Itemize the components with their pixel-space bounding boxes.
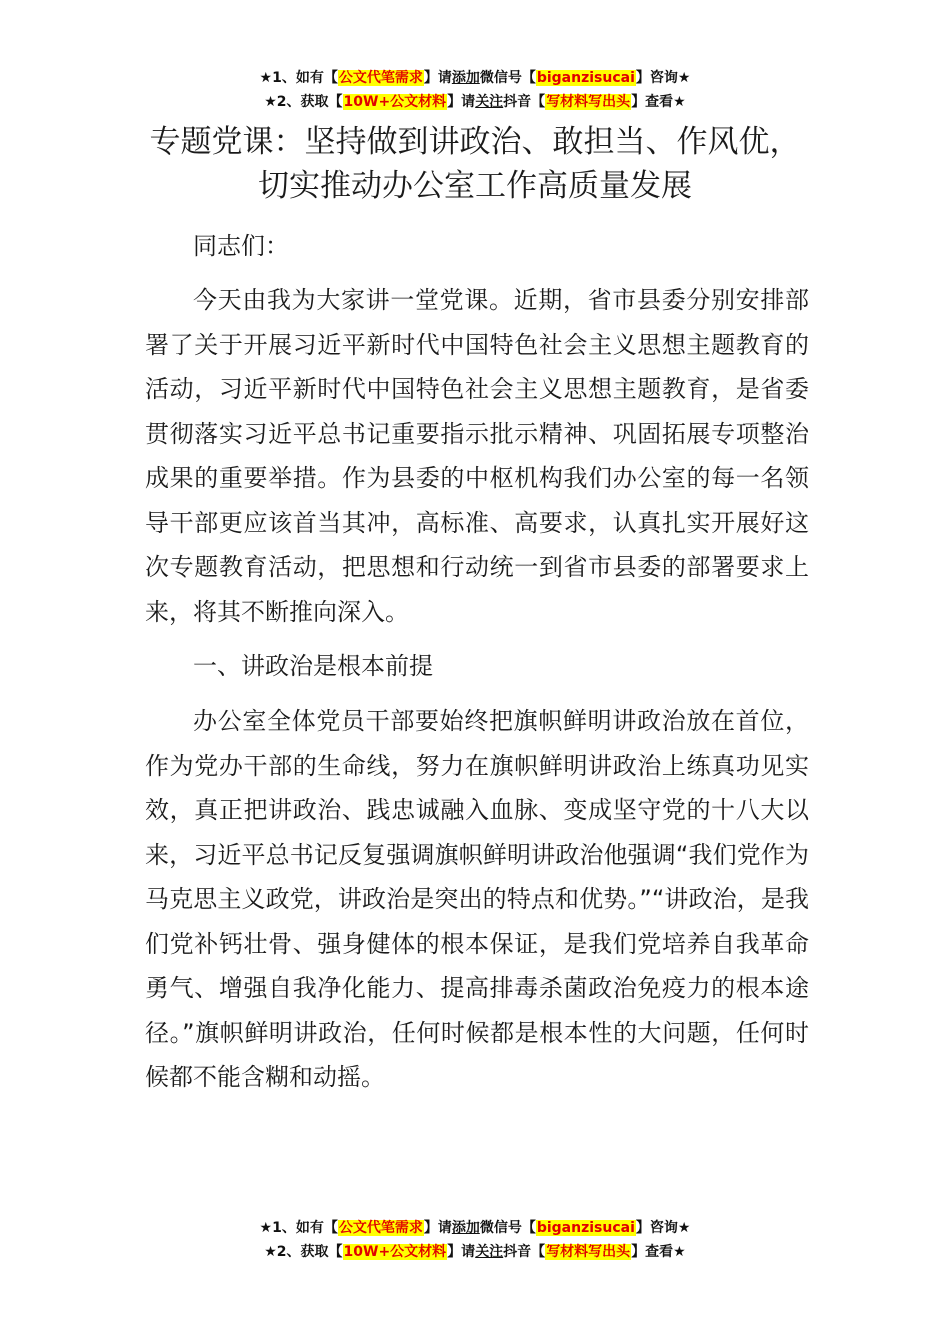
- document-title: 专题党课：坚持做到讲政治、敢担当、作风优，切实推动办公室工作高质量发展: [149, 124, 801, 204]
- banner-highlight-service: 公文代笔需求: [338, 1220, 423, 1236]
- header-banner: [0, 66, 950, 114]
- banner-highlight-douyin-id: 写材料写出头: [546, 1244, 631, 1260]
- banner-highlight-materials: 10W+公文材料: [343, 94, 447, 110]
- section-heading-1: 一、讲政治是根本前提: [193, 652, 433, 680]
- banner-highlight-douyin-id: 写材料写出头: [546, 94, 631, 110]
- banner-line-2: ★2、获取【10W+公文材料】请关注抖音【写材料写出头】查看★: [264, 1244, 686, 1260]
- banner-highlight-wechat-id: biganzisucai: [536, 1220, 635, 1236]
- banner-line-1: ★1、如有【公文代笔需求】请添加微信号【biganzisucai】咨询★: [259, 1220, 691, 1236]
- banner-highlight-materials: 10W+公文材料: [343, 1244, 447, 1260]
- paragraph-intro: 今天由我为大家讲一堂党课。近期，省市县委分别安排部署了关于开展习近平新时代中国特色社会主义思想主题教育的活动，习近平新时代中国特色社会主义思想主题教育，是省委贯彻落实习近平总书记重要指示批示精神、巩固拓展专项整治成果的重要举措。作为县委的中枢机构我们办公室的每一名领导干部更应该首当其冲，高标准、高要求，认真扎实开展好这次专题教育活动，把思想和行动统一到省市县委的部署要求上来，将其不断推向深入。: [145, 286, 809, 626]
- greeting: 同志们：: [193, 232, 289, 260]
- paragraph-section-1: 办公室全体党员干部要始终把旗帜鲜明讲政治放在首位，作为党办干部的生命线，努力在旗帜鲜明讲政治上练真功见实效，真正把讲政治、践忠诚融入血脉、变成坚守党的十八大以来，习近平总书记反复强调旗帜鲜明讲政治他强调“我们党作为马克思主义政党，讲政治是突出的特点和优势。”“讲政治，是我们党补钙壮骨、强身健体的根本保证，是我们党培养自我革命勇气、增强自我净化能力、提高排毒杀菌政治免疫力的根本途径。”旗帜鲜明讲政治，任何时候都是根本性的大问题，任何时候都不能含糊和动摇。: [145, 707, 809, 1091]
- footer-banner: [0, 1216, 950, 1264]
- banner-line-2: ★2、获取【10W+公文材料】请关注抖音【写材料写出头】查看★: [264, 94, 686, 110]
- banner-highlight-service: 公文代笔需求: [338, 70, 423, 86]
- banner-line-1: ★1、如有【公文代笔需求】请添加微信号【biganzisucai】咨询★: [259, 70, 691, 86]
- banner-highlight-wechat-id: biganzisucai: [536, 70, 635, 86]
